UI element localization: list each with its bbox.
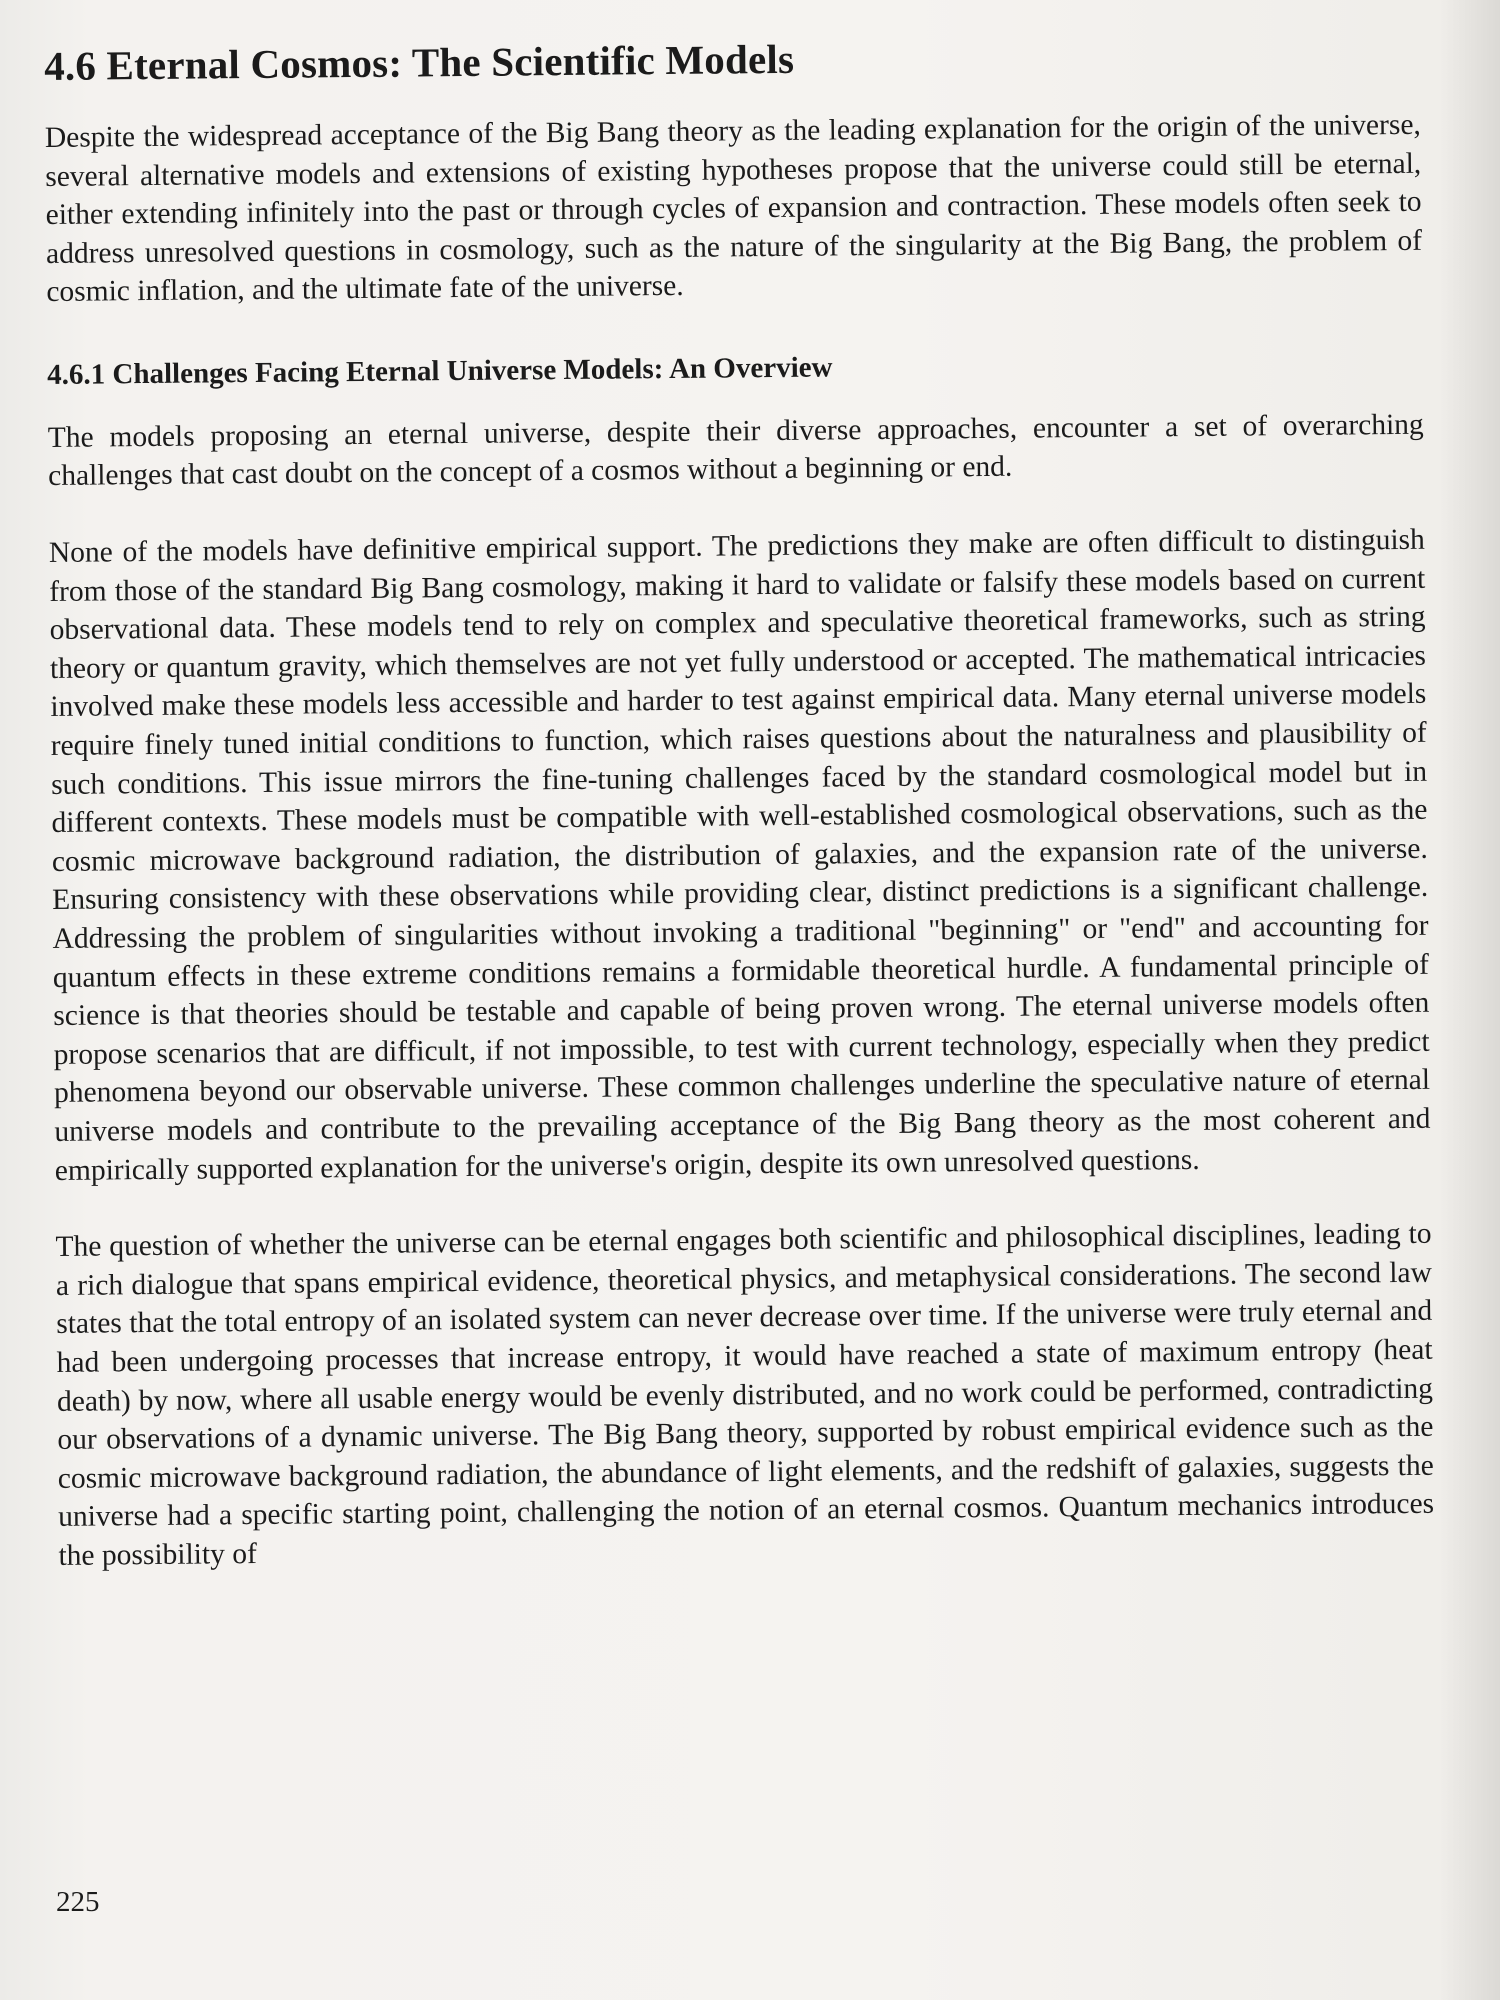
page-number: 225 — [56, 1886, 100, 1918]
subsection-title: 4.6.1 Challenges Facing Eternal Universe Models: An Overview — [47, 351, 833, 392]
body-paragraph-2: None of the models have definitive empirical support. The predictions they make are often difficult to distinguish from those of the standard Big Bang cosmology, making it hard to validate or falsify these models based on current observational data. These models tend to rely on complex and speculative theoretical frameworks, such as string theory or quantum gravity, which themselves are not yet fully understood or accepted. The mathematical intricacies involved make these models less accessible and harder to test against empirical data. Many eternal universe models require finely tuned initial conditions to function, which raises questions about the naturalness and plausibility of such conditions. This issue mirrors the fine-tuning challenges faced by the standard cosmological model but in different contexts. These models must be compatible with well-established cosmological observations, such as the cosmic microwave background radiation, the distribution of galaxies, and the expansion rate of the universe. Ensuring consistency with these observations while providing clear, distinct predictions is a significant challenge. Addressing the problem of singularities without invoking a traditional "beginning" or "end" and accounting for quantum effects in these extreme conditions remains a formidable theoretical hurdle. A fundamental principle of science is that theories should be testable and capable of being proven wrong. The eternal universe models often propose scenarios that are difficult, if not impossible, to test with current technology, especially when they predict phenomena beyond our observable universe. These common challenges underline the speculative nature of eternal universe models and contribute to the prevailing acceptance of the Big Bang theory as the most coherent and empirically supported explanation for the universe's origin, despite its own unresolved questions. — [48, 523, 1431, 1187]
intro-paragraph: Despite the widespread acceptance of the Big Bang theory as the leading explanation for the origin of the universe, several alternative models and extensions of existing hypotheses propose that the universe could still be eternal, either extending infinitely into the past or through cycles of expansion and contraction. These models often seek to address unresolved questions in cosmology, such as the nature of the singularity at the Big Bang, the problem of cosmic inflation, and the ultimate fate of the universe. — [44, 108, 1423, 309]
body-paragraph-1: The models proposing an eternal universe, despite their diverse approaches, encounter a set of overarching challenges that cast doubt on the concept of a cosmos without a beginning or end. — [47, 408, 1424, 493]
section-title: 4.6 Eternal Cosmos: The Scientific Models — [43, 35, 795, 89]
page-edge-shadow — [1440, 0, 1500, 2000]
page-content — [44, 31, 1435, 1576]
body-paragraph-3: The question of whether the universe can be eternal engages both scientific and philosophical disciplines, leading to a rich dialogue that spans empirical evidence, theoretical physics, and metaphysical considerations. The second law states that the total entropy of an isolated system can never decrease over time. If the universe were truly eternal and had been undergoing processes that increase entropy, it would have reached a state of maximum entropy (heat death) by now, where all usable energy would be evenly distributed, and no work could be performed, contradicting our observations of a dynamic universe. The Big Bang theory, supported by robust empirical evidence such as the cosmic microwave background radiation, the abundance of light elements, and the redshift of galaxies, suggests the universe had a specific starting point, challenging the notion of an eternal cosmos. Quantum mechanics introduces the possibility of — [55, 1217, 1435, 1572]
